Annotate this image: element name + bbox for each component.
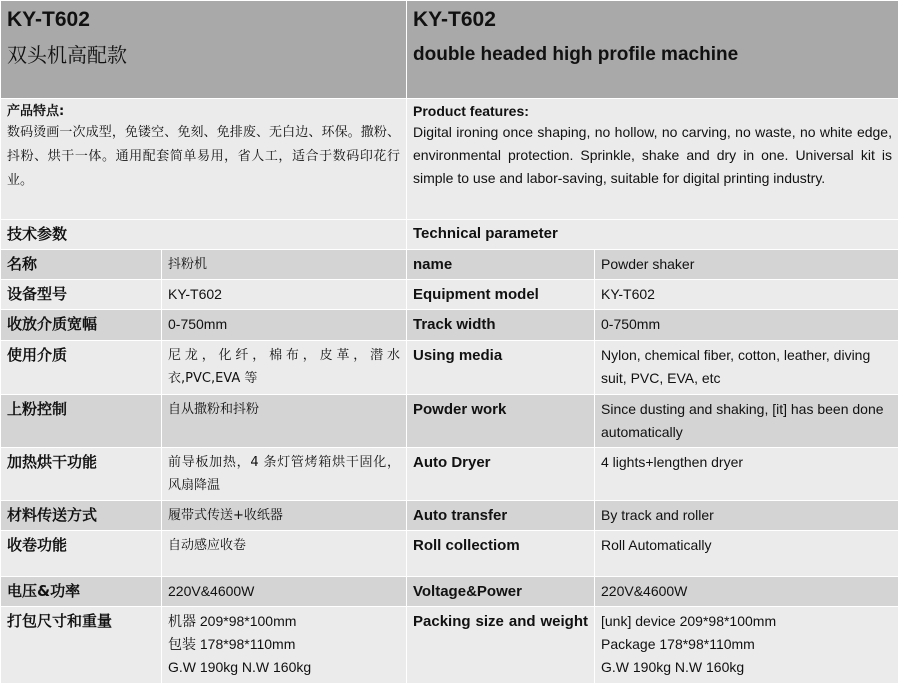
param-label-zh <box>1 310 162 341</box>
param-value-text: Since dusting and shaking, [it] has been done automatically <box>601 401 884 440</box>
param-value-en <box>595 607 899 684</box>
param-value-text: By track and roller <box>601 507 714 523</box>
header-en-cell <box>407 1 899 99</box>
param-row <box>1 310 899 341</box>
param-value-en <box>595 577 899 607</box>
param-label-en <box>407 448 595 501</box>
param-label-text: Auto transfer <box>413 507 508 524</box>
features-zh-cell <box>1 99 407 220</box>
param-label-zh <box>1 607 162 684</box>
param-value-text: 0-750mm <box>168 316 228 332</box>
param-label-text: Powder work <box>413 401 507 418</box>
features-en-cell <box>407 99 899 220</box>
param-value-en <box>595 310 899 341</box>
param-label-text: 加热烘干功能 <box>7 453 98 471</box>
param-value-zh <box>162 501 407 531</box>
param-value-text: KY-T602 <box>601 286 655 302</box>
features-label-en: Product features: <box>413 103 529 119</box>
param-label-zh <box>1 341 162 395</box>
features-text-en: Digital ironing once shaping, no hollow, no carving, no waste, no white edge, environmental protection. Sprinkle, shake and dry in one. Universal kit is simple to use and labor-saving, suitable for digital printing industry. <box>413 124 892 186</box>
section-title-en: Technical parameter <box>413 225 558 242</box>
header-zh-cell <box>1 1 407 99</box>
param-value-en <box>595 448 899 501</box>
param-label-text: 上粉控制 <box>7 400 68 418</box>
param-label-text: 材料传送方式 <box>7 506 98 524</box>
features-label-zh: 产品特点: <box>7 104 65 119</box>
param-label-text: 名称 <box>7 255 38 273</box>
param-label-zh <box>1 577 162 607</box>
section-zh-cell <box>1 220 407 250</box>
param-row <box>1 448 899 501</box>
model-title-zh: KY-T602 <box>7 8 90 31</box>
param-label-en <box>407 341 595 395</box>
param-value-en <box>595 341 899 395</box>
param-row <box>1 341 899 395</box>
param-value-line: 包装 178*98*110mm <box>168 636 296 652</box>
param-value-text: 前导板加热，4 条灯管烤箱烘干固化，风扇降温 <box>168 455 400 493</box>
param-label-zh <box>1 531 162 577</box>
param-value-en <box>595 531 899 577</box>
param-label-text: Using media <box>413 347 503 364</box>
param-value-line: G.W 190kg N.W 160kg <box>601 659 745 675</box>
param-value-text: 自从撒粉和抖粉 <box>168 402 260 417</box>
param-row <box>1 250 899 280</box>
param-value-zh <box>162 607 407 684</box>
param-label-text: Packing size and weight <box>413 613 588 630</box>
param-row <box>1 280 899 310</box>
param-value-text: Roll Automatically <box>601 537 712 553</box>
product-subtitle-en: double headed high profile machine <box>413 44 739 65</box>
param-value-text: 尼龙，化纤，棉布，皮革，潜水衣,PVC,EVA 等 <box>168 348 400 386</box>
param-label-zh <box>1 250 162 280</box>
param-label-text: 收卷功能 <box>7 536 68 554</box>
param-value-line: 机器 209*98*100mm <box>168 613 297 629</box>
param-label-en <box>407 310 595 341</box>
param-label-text: Track width <box>413 316 496 333</box>
param-label-text: 设备型号 <box>7 285 68 303</box>
features-row <box>1 99 899 220</box>
param-value-text: 抖粉机 <box>168 257 208 272</box>
param-value-zh <box>162 280 407 310</box>
param-label-text: 使用介质 <box>7 346 68 364</box>
param-label-text: name <box>413 256 453 273</box>
param-row <box>1 531 899 577</box>
model-title-en: KY-T602 <box>413 8 496 31</box>
param-label-en <box>407 250 595 280</box>
param-value-line: Package 178*98*110mm <box>601 636 755 652</box>
param-label-en <box>407 395 595 448</box>
param-label-text: 打包尺寸和重量 <box>7 612 113 630</box>
param-label-en <box>407 607 595 684</box>
param-label-zh <box>1 280 162 310</box>
param-row <box>1 395 899 448</box>
param-value-line: G.W 190kg N.W 160kg <box>168 659 312 675</box>
param-value-text: 220V&4600W <box>168 583 255 599</box>
param-value-text: Powder shaker <box>601 256 695 272</box>
param-row <box>1 607 899 684</box>
param-value-text: 4 lights+lengthen dryer <box>601 454 744 470</box>
param-label-text: 收放介质宽幅 <box>7 315 98 333</box>
param-label-text: Auto Dryer <box>413 454 491 471</box>
param-value-zh <box>162 310 407 341</box>
param-value-line: [unk] device 209*98*100mm <box>601 613 777 629</box>
features-text-zh: 数码烫画一次成型，免镂空、免刻、免排废、无白边、环保。撒粉、抖粉、烘干一体。通用配套简单易用，省人工，适合于数码印花行业。 <box>7 125 400 188</box>
product-subtitle-zh: 双头机高配款 <box>7 43 127 67</box>
param-value-zh <box>162 531 407 577</box>
param-value-en <box>595 395 899 448</box>
param-value-text: 0-750mm <box>601 316 661 332</box>
param-value-en <box>595 280 899 310</box>
param-value-zh <box>162 395 407 448</box>
param-label-text: Equipment model <box>413 286 539 303</box>
param-value-zh <box>162 448 407 501</box>
param-value-text: Nylon, chemical fiber, cotton, leather, diving suit, PVC, EVA, etc <box>601 347 871 386</box>
param-label-zh <box>1 448 162 501</box>
param-value-text: 自动感应收卷 <box>168 538 247 553</box>
param-value-zh <box>162 250 407 280</box>
param-value-zh <box>162 577 407 607</box>
param-label-en <box>407 531 595 577</box>
param-label-zh <box>1 395 162 448</box>
param-value-text: 履带式传送+收纸器 <box>168 508 283 523</box>
header-row <box>1 1 899 99</box>
param-value-text: KY-T602 <box>168 286 222 302</box>
param-label-en <box>407 280 595 310</box>
param-row <box>1 501 899 531</box>
param-label-text: Roll collectiom <box>413 537 520 554</box>
param-value-zh <box>162 341 407 395</box>
param-value-text: 220V&4600W <box>601 583 688 599</box>
section-en-cell <box>407 220 899 250</box>
param-label-en <box>407 577 595 607</box>
param-value-en <box>595 501 899 531</box>
param-label-text: 电压&功率 <box>7 582 81 600</box>
param-label-text: Voltage&Power <box>413 583 522 600</box>
param-label-zh <box>1 501 162 531</box>
section-title-zh: 技术参数 <box>7 225 68 243</box>
param-value-en <box>595 250 899 280</box>
param-label-en <box>407 501 595 531</box>
param-row <box>1 577 899 607</box>
section-row <box>1 220 899 250</box>
